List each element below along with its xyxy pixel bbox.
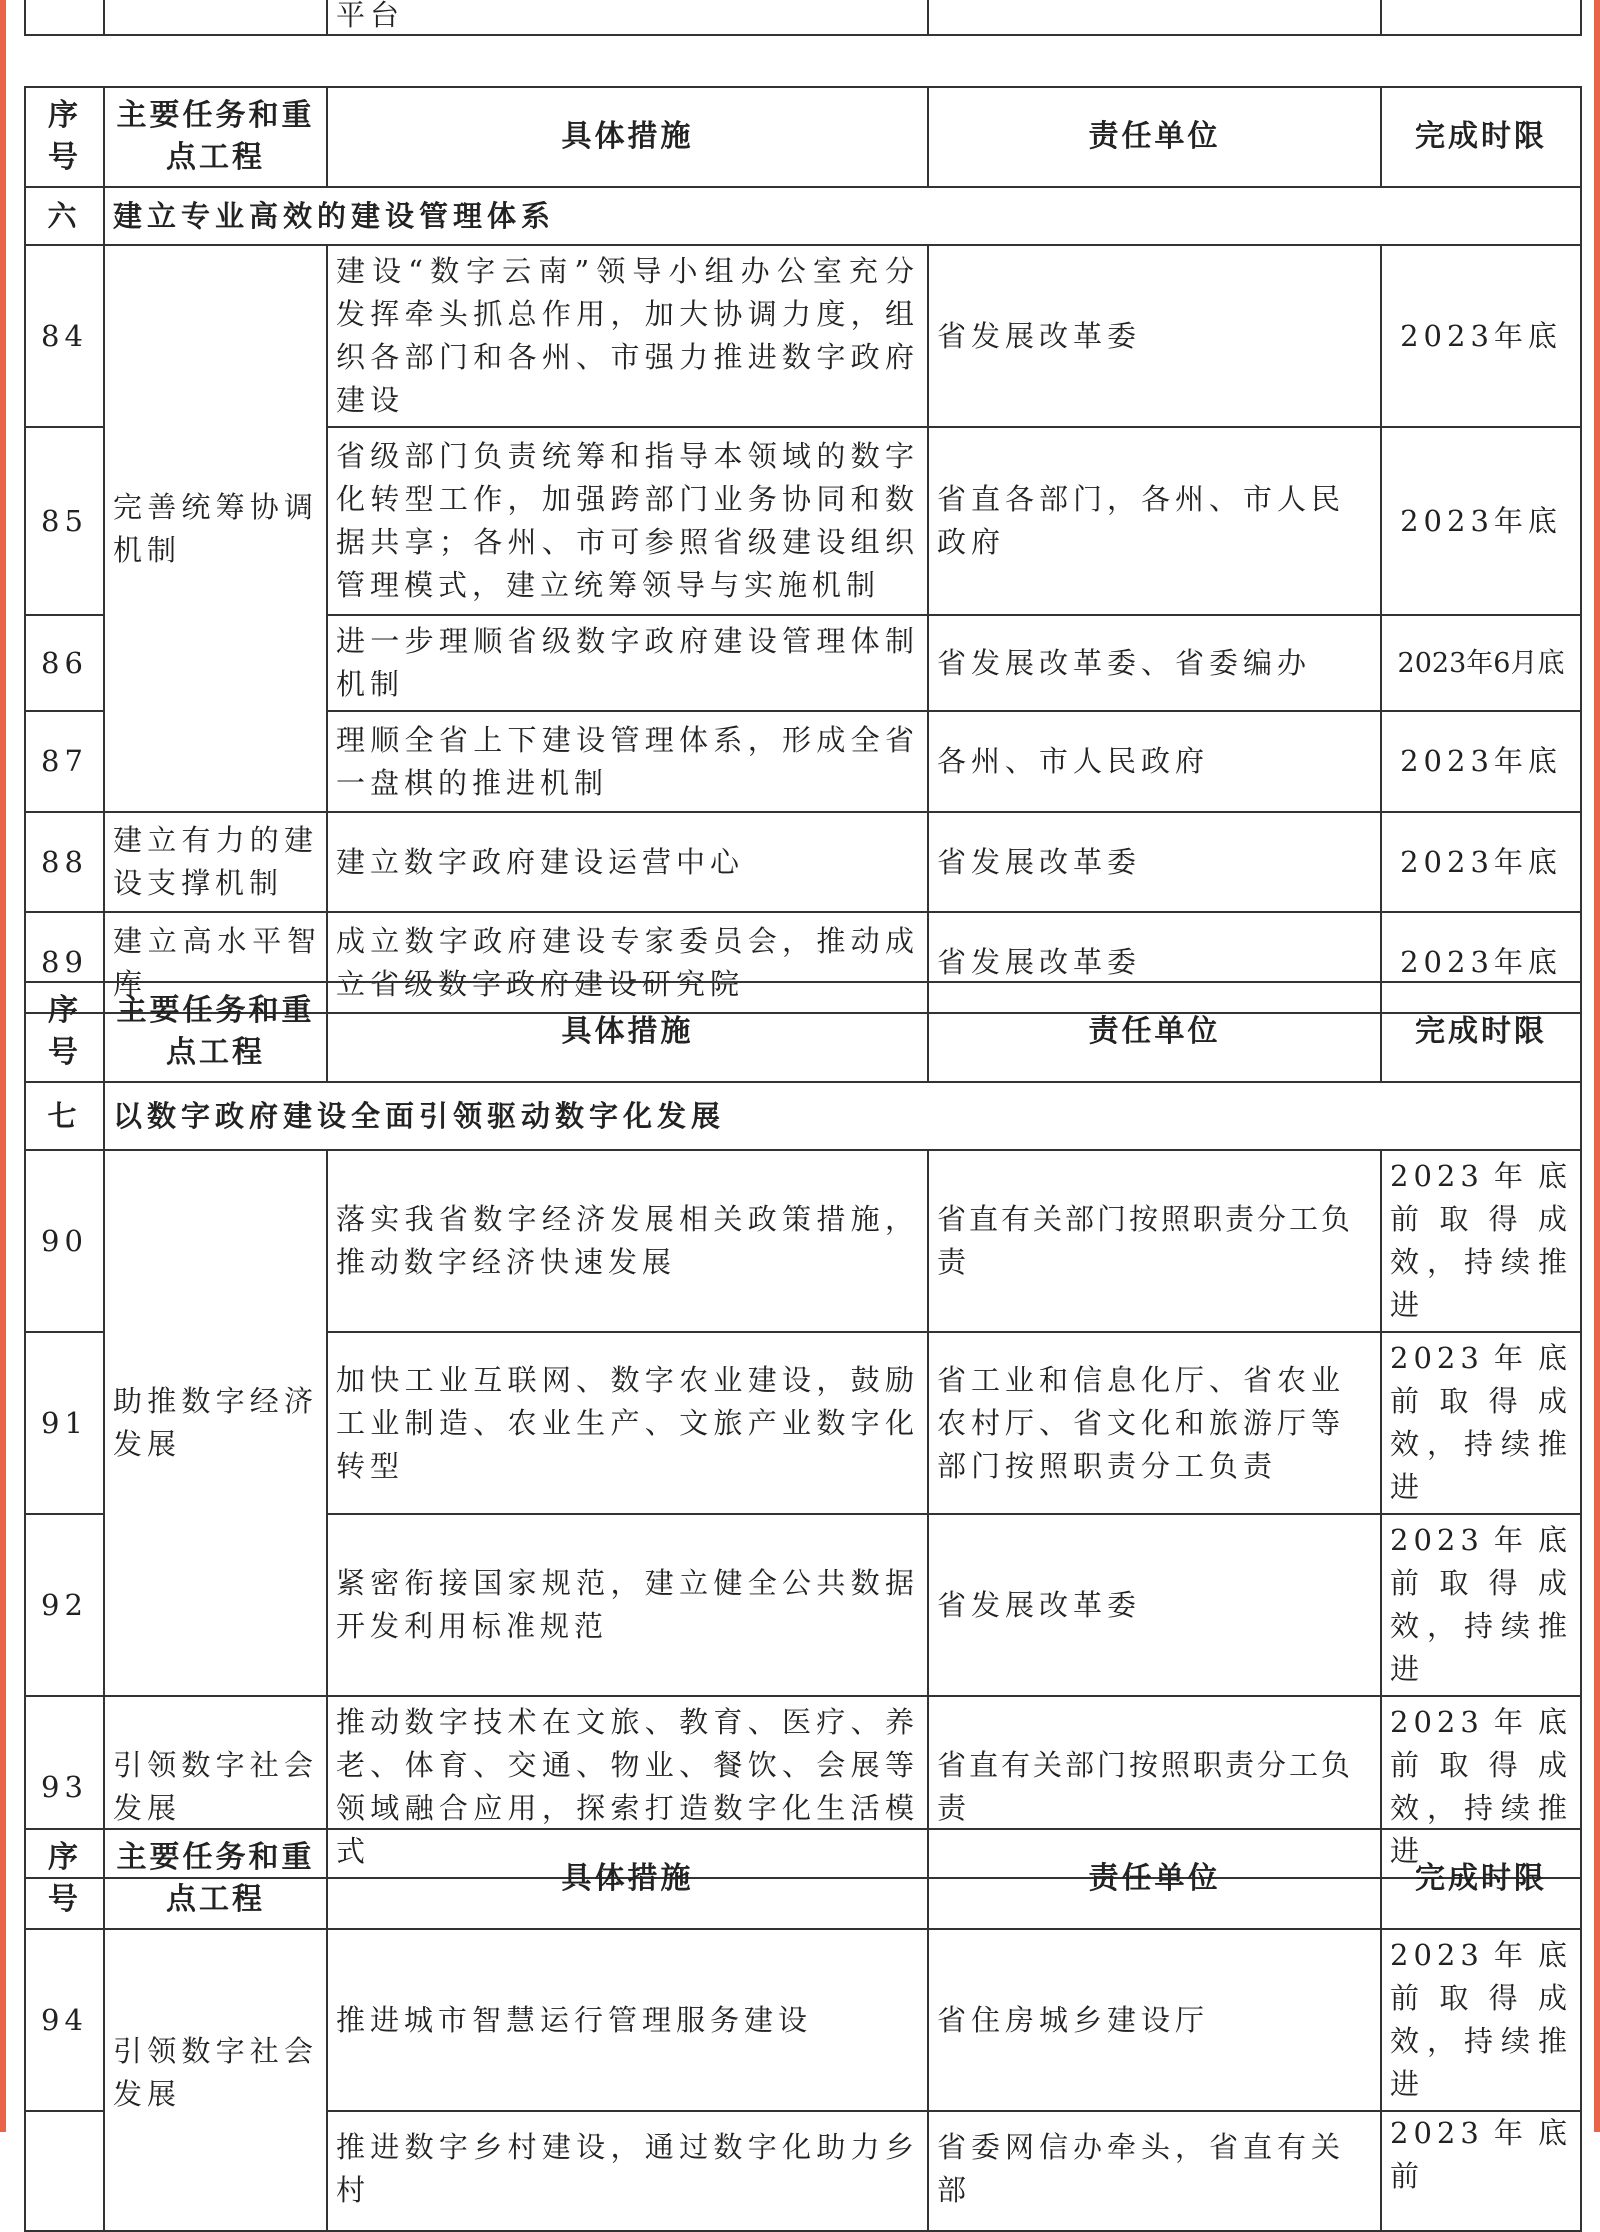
row-number: 86 bbox=[25, 615, 104, 711]
row-number: 89 bbox=[25, 912, 104, 1013]
unit-cell: 省发展改革委 bbox=[928, 812, 1381, 912]
section-title: 以数字政府建设全面引领驱动数字化发展 bbox=[104, 1082, 1581, 1150]
row-number: 87 bbox=[25, 711, 104, 812]
deadline-cell bbox=[1381, 0, 1581, 35]
deadline-cell: 2023年6月底 bbox=[1381, 615, 1581, 711]
row-number: 93 bbox=[25, 1696, 104, 1878]
no-cell bbox=[25, 0, 104, 35]
measure-cell: 落实我省数字经济发展相关政策措施，推动数字经济快速发展 bbox=[327, 1150, 928, 1332]
section-number: 六 bbox=[25, 187, 104, 245]
header-measure: 具体措施 bbox=[327, 87, 928, 187]
deadline-cell: 2023年底前取得成效，持续推进 bbox=[1381, 1514, 1581, 1696]
section-row bbox=[25, 187, 1581, 245]
table-row bbox=[25, 0, 1581, 35]
table-row bbox=[25, 1929, 1581, 2111]
unit-cell: 省发展改革委 bbox=[928, 912, 1381, 1013]
deadline-cell: 2023年底前 bbox=[1381, 2111, 1581, 2231]
task-table-section-6 bbox=[24, 86, 1582, 1014]
task-table-section-7 bbox=[24, 981, 1582, 1879]
row-number: 94 bbox=[25, 1929, 104, 2111]
header-task: 主要任务和重点工程 bbox=[104, 87, 327, 187]
measure-cell: 紧密衔接国家规范，建立健全公共数据开发利用标准规范 bbox=[327, 1514, 928, 1696]
measure-cell: 成立数字政府建设专家委员会，推动成立省级数字政府建设研究院 bbox=[327, 912, 928, 1013]
unit-cell: 省委网信办牵头，省直有关部 bbox=[928, 2111, 1381, 2231]
deadline-cell: 2023年底 bbox=[1381, 427, 1581, 615]
row-number: 88 bbox=[25, 812, 104, 912]
unit-cell: 省直有关部门按照职责分工负责 bbox=[928, 1696, 1381, 1878]
unit-cell: 各州、市人民政府 bbox=[928, 711, 1381, 812]
table-fragment-top bbox=[24, 0, 1582, 36]
table-header-row bbox=[25, 87, 1581, 187]
table-row bbox=[25, 1150, 1581, 1332]
unit-cell: 省工业和信息化厅、省农业农村厅、省文化和旅游厅等部门按照职责分工负责 bbox=[928, 1332, 1381, 1514]
task-cell: 引领数字社会发展 bbox=[104, 1929, 327, 2231]
header-measure: 具体措施 bbox=[327, 982, 928, 1082]
section-number: 七 bbox=[25, 1082, 104, 1150]
header-task: 主要任务和重点工程 bbox=[104, 1829, 327, 1929]
deadline-cell: 2023年底前取得成效，持续推进 bbox=[1381, 1150, 1581, 1332]
row-number bbox=[25, 2111, 104, 2231]
header-deadline: 完成时限 bbox=[1381, 87, 1581, 187]
page-frame-left bbox=[0, 0, 6, 2132]
deadline-cell: 2023年底 bbox=[1381, 912, 1581, 1013]
task-cell: 引领数字社会发展 bbox=[104, 1696, 327, 1878]
row-number: 92 bbox=[25, 1514, 104, 1696]
measure-cell: 加快工业互联网、数字农业建设，鼓励工业制造、农业生产、文旅产业数字化转型 bbox=[327, 1332, 928, 1514]
unit-cell: 省直有关部门按照职责分工负责 bbox=[928, 1150, 1381, 1332]
unit-cell: 省发展改革委 bbox=[928, 1514, 1381, 1696]
page-frame-right bbox=[1594, 0, 1600, 2132]
header-no: 序号 bbox=[25, 1829, 104, 1929]
header-deadline: 完成时限 bbox=[1381, 1829, 1581, 1929]
measure-cell: 推进数字乡村建设，通过数字化助力乡村 bbox=[327, 2111, 928, 2231]
unit-cell: 省发展改革委 bbox=[928, 245, 1381, 427]
header-deadline: 完成时限 bbox=[1381, 982, 1581, 1082]
measure-cell: 建立数字政府建设运营中心 bbox=[327, 812, 928, 912]
measure-cell: 省级部门负责统筹和指导本领域的数字化转型工作，加强跨部门业务协同和数据共享；各州、市可参照省级建设组织管理模式，建立统筹领导与实施机制 bbox=[327, 427, 928, 615]
unit-cell: 省住房城乡建设厅 bbox=[928, 1929, 1381, 2111]
row-number: 90 bbox=[25, 1150, 104, 1332]
measure-cell: 推动数字技术在文旅、教育、医疗、养老、体育、交通、物业、餐饮、会展等领域融合应用，探索打造数字化生活模式 bbox=[327, 1696, 928, 1878]
deadline-cell: 2023年底 bbox=[1381, 812, 1581, 912]
deadline-cell: 2023年底前取得成效，持续推进 bbox=[1381, 1332, 1581, 1514]
unit-cell bbox=[928, 0, 1381, 35]
unit-cell: 省直各部门，各州、市人民政府 bbox=[928, 427, 1381, 615]
header-unit: 责任单位 bbox=[928, 982, 1381, 1082]
header-unit: 责任单位 bbox=[928, 87, 1381, 187]
task-cell: 建立有力的建设支撑机制 bbox=[104, 812, 327, 912]
deadline-cell: 2023年底 bbox=[1381, 711, 1581, 812]
table-row bbox=[25, 245, 1581, 427]
section-title: 建立专业高效的建设管理体系 bbox=[104, 187, 1581, 245]
header-task: 主要任务和重点工程 bbox=[104, 982, 327, 1082]
header-measure: 具体措施 bbox=[327, 1829, 928, 1929]
measure-cell: 进一步理顺省级数字政府建设管理体制机制 bbox=[327, 615, 928, 711]
deadline-cell: 2023年底 bbox=[1381, 245, 1581, 427]
header-no: 序号 bbox=[25, 87, 104, 187]
deadline-cell: 2023年底前取得成效，持续推进 bbox=[1381, 1929, 1581, 2111]
task-cell: 完善统筹协调机制 bbox=[104, 245, 327, 812]
task-table-continued bbox=[24, 1828, 1582, 2232]
task-cell bbox=[104, 0, 327, 35]
header-unit: 责任单位 bbox=[928, 1829, 1381, 1929]
section-row bbox=[25, 1082, 1581, 1150]
header-no: 序号 bbox=[25, 982, 104, 1082]
measure-cell: 建设“数字云南”领导小组办公室充分发挥牵头抓总作用，加大协调力度，组织各部门和各州、市强力推进数字政府建设 bbox=[327, 245, 928, 427]
row-number: 85 bbox=[25, 427, 104, 615]
row-number: 91 bbox=[25, 1332, 104, 1514]
row-number: 84 bbox=[25, 245, 104, 427]
measure-cell: 理顺全省上下建设管理体系，形成全省一盘棋的推进机制 bbox=[327, 711, 928, 812]
measure-cell: 平台 bbox=[327, 0, 928, 35]
task-cell: 助推数字经济发展 bbox=[104, 1150, 327, 1696]
unit-cell: 省发展改革委、省委编办 bbox=[928, 615, 1381, 711]
measure-cell: 推进城市智慧运行管理服务建设 bbox=[327, 1929, 928, 2111]
table-header-row bbox=[25, 982, 1581, 1082]
table-header-row bbox=[25, 1829, 1581, 1929]
table-row bbox=[25, 812, 1581, 912]
deadline-cell: 2023年底前取得成效，持续推进 bbox=[1381, 1696, 1581, 1878]
task-cell: 建立高水平智库 bbox=[104, 912, 327, 1013]
